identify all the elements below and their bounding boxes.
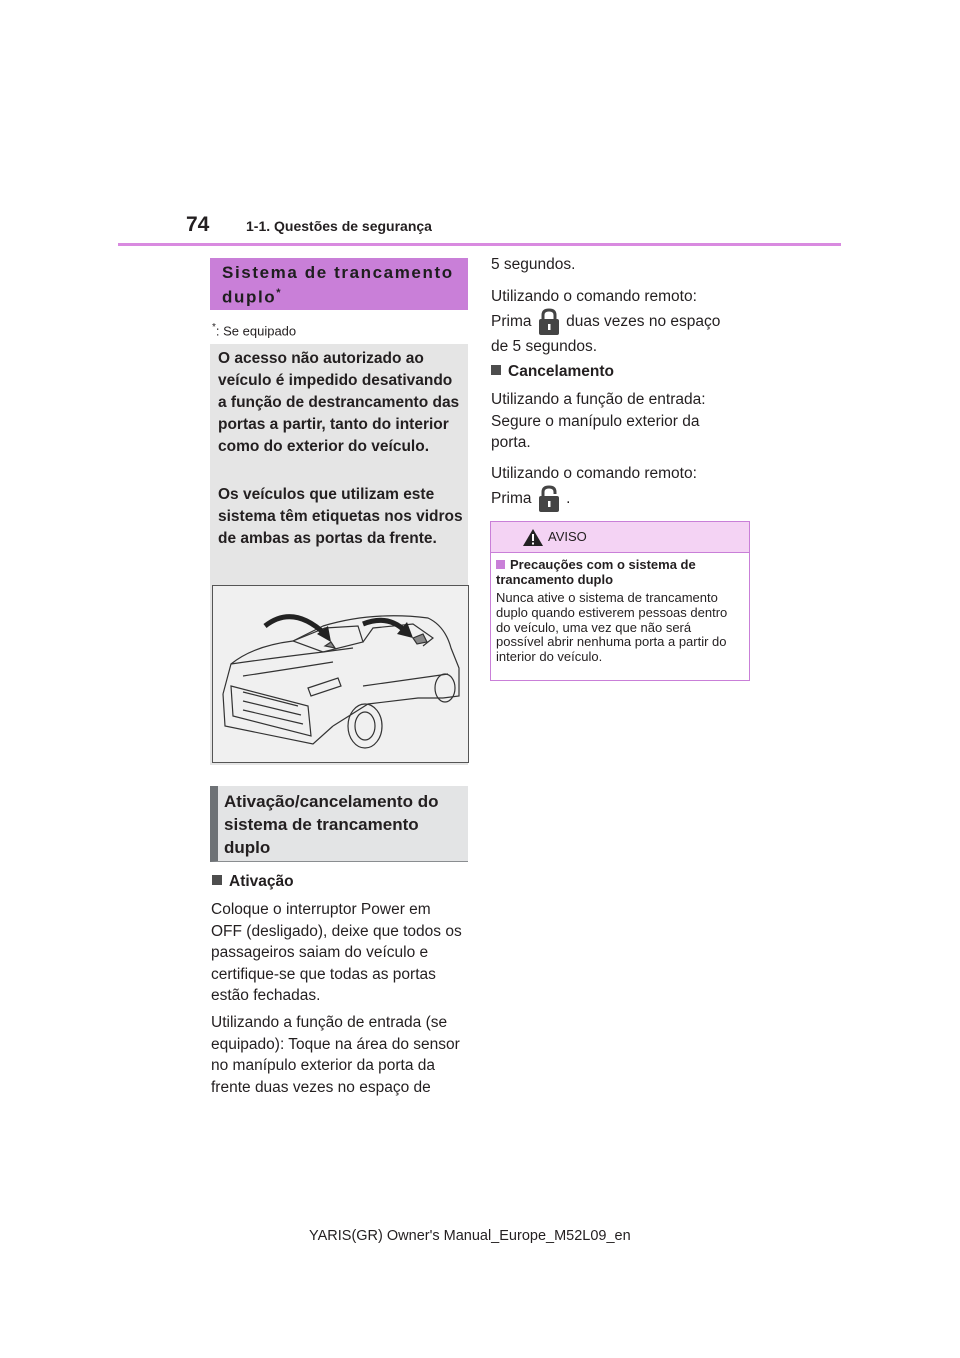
car-illustration — [212, 585, 469, 763]
page-number: 74 — [186, 213, 210, 236]
cancelamento-heading: Cancelamento — [491, 363, 614, 381]
bullet-square-icon — [496, 560, 505, 569]
lock-icon — [536, 308, 562, 336]
ativacao-paragraph-5: de 5 segundos. — [491, 338, 598, 355]
page-title: Sistema de trancamento duplo* — [222, 263, 454, 307]
bullet-square-icon — [491, 365, 501, 375]
car-drawing — [213, 586, 468, 762]
ativacao-paragraph-2-cont: 5 segundos. — [491, 256, 576, 273]
aviso-box — [490, 521, 750, 681]
aviso-text: Nunca ative o sistema de trancamento duplo quando estiverem pessoas dentro do veículo, uma vez que não será possível abrir nenhuma porta a partir do interior do veículo. — [496, 590, 728, 665]
unlock-icon — [536, 485, 562, 513]
ativacao-paragraph-2: Utilizando a função de entrada (se equipado): Toque na área do sensor no manípulo exterior da porta da frente duas vezes no espaço de — [211, 1014, 460, 1096]
footnote: *: Se equipado — [212, 322, 297, 339]
ativacao-paragraph-1: Coloque o interruptor Power em OFF (desligado), deixe que todos os passageiros saiam do veículo e certifique-se que todas as portas estão fechadas. — [211, 901, 462, 1004]
footer: YARIS(GR) Owner's Manual_Europe_M52L09_en — [309, 1228, 631, 1244]
ativacao-paragraph-3: Utilizando o comando remoto: — [491, 288, 697, 305]
subheading-box — [210, 786, 468, 862]
bullet-square-icon — [212, 875, 222, 885]
subheading: Ativação/cancelamento do sistema de trancamento duplo — [224, 792, 439, 857]
info-paragraph-2: Os veículos que utilizam este sistema têm etiquetas nos vidros de ambas as portas da frente. — [218, 486, 463, 547]
cancelamento-paragraph-3: Prima . — [491, 485, 570, 513]
aviso-header — [491, 522, 749, 553]
info-paragraph-1: O acesso não autorizado ao veículo é impedido desativando a função de destrancamento das portas a partir, tanto do interior como do exterior do veículo. — [218, 350, 460, 455]
ativacao-heading: Ativação — [212, 873, 294, 891]
cancelamento-paragraph-1: Utilizando a função de entrada: Segure o manípulo exterior da porta. — [491, 391, 706, 451]
aviso-heading: Precauções com o sistema de trancamento duplo — [496, 557, 696, 587]
title-box — [210, 258, 468, 310]
warning-icon — [522, 528, 544, 547]
aviso-label: AVISO — [548, 529, 587, 544]
header-divider — [118, 243, 841, 246]
ativacao-paragraph-4: Prima duas vezes no espaço — [491, 308, 720, 336]
cancelamento-paragraph-2: Utilizando o comando remoto: — [491, 465, 697, 482]
section-title: 1-1. Questões de segurança — [246, 218, 432, 234]
